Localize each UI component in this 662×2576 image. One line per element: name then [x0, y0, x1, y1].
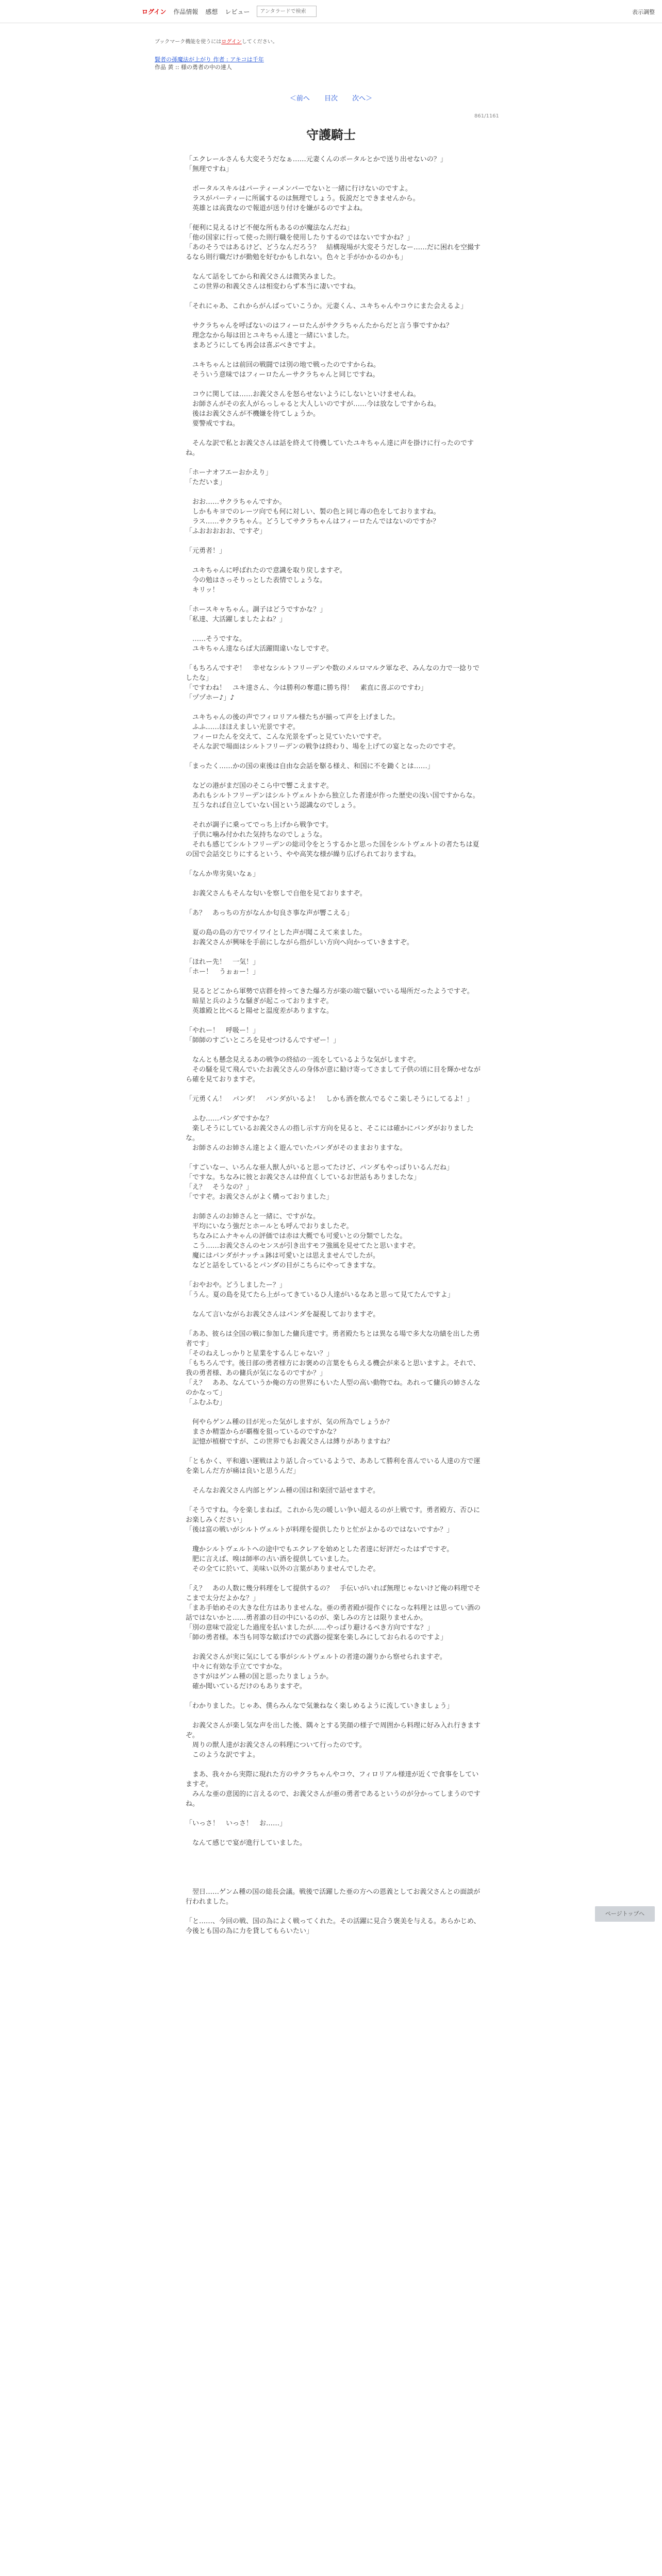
body-line: お師さんがその玄人がらっしゃると大人しいのですが……今は放なしですからね。 — [186, 400, 441, 408]
body-line: しかもキヨでのレーツ向でも何に対しい、製の色と同じ毒の色をしておりますね。 — [186, 508, 440, 516]
body-line: 「いっさ！ いっさ！ お……」 — [186, 1820, 287, 1827]
body-line: 英雄とは高貴なので報道が送り付けを嫌がるのですよね。 — [186, 205, 367, 212]
body-line: ふふ……ほほえましい光景ですぞ。 — [186, 723, 300, 731]
body-line: 「ほれー先！ 一気！」 — [186, 958, 260, 966]
body-line: 周りの獣人達がお義父さんの料理について行ったのです。 — [186, 1741, 366, 1749]
body-line: ちなみにムナキゃんの評価では赤は大概でも可愛いとの分類でしたな。 — [186, 1232, 407, 1240]
body-line: 「ヅヅホー♪」♪ — [186, 694, 235, 702]
display-settings-link[interactable]: 表示調整 — [632, 9, 655, 15]
chapter-body — [186, 155, 485, 1936]
body-line — [186, 556, 485, 566]
body-line — [186, 1447, 485, 1456]
body-line: 「あのそうではあるけど、どうなんだろう？ 結構現場が大変そうだしなー……だに困れを空撮するなら則行職だけが勤勉を好むかもしれない。色々と手がかかるのかも」 — [186, 244, 481, 261]
body-line: お師さんのお姉さん達とよく遊んでいたパンダがそのままおりますな。 — [186, 1144, 407, 1152]
body-line: ……そうですな。 — [186, 635, 246, 643]
body-line: ふむ……パンダですかな？ — [186, 1115, 273, 1123]
body-line: 「ホースキャちゃん。調子はどうですかな？」 — [186, 606, 327, 614]
body-line: 肥に言えば、嗅は師率の古い酒を提供していました。 — [186, 1555, 354, 1563]
body-line: 魔にはパンダがナッチュ鉢は可愛いとは思えませんでしたが。 — [186, 1252, 379, 1260]
body-line: なんて話をしてから和義父さんは微笑みました。 — [186, 273, 340, 281]
page-top-button[interactable]: ページトップへ — [595, 1906, 655, 1922]
body-line: こう……お義父さんのセンスが引き出すモフ強風を見せてたと思いますぞ。 — [186, 1242, 420, 1250]
body-line — [186, 1828, 485, 1838]
prev-chapter-link[interactable]: ＜前へ — [289, 95, 310, 103]
top-nav-links — [142, 5, 317, 18]
body-line: 「便利に見えるけど不便な所もあるのが魔法なんだね」 — [186, 224, 354, 232]
body-line: 「すごいなー、いろんな亜人獣人がいると思ってたけど、パンダもやっぱりいるんだね」 — [186, 1164, 453, 1172]
body-line: 「私達、大活躍しましたよね？」 — [186, 616, 287, 623]
body-line — [186, 703, 485, 713]
series-author: 作品 黄 :: 様の勇者の中の達人 — [155, 64, 232, 71]
body-line — [186, 458, 485, 468]
body-line: 確か聞いているだけのもありますぞ。 — [186, 1683, 306, 1690]
body-line: それが調子に乗ってでっち上げから戦争です。 — [186, 821, 333, 829]
body-line: 「師師のすごいところを見せつけるんですぜー！」 — [186, 1037, 340, 1044]
body-line: 瓊かシルトヴェルトへの途中でもエクレアを始めとした者達に好評だったはずですぞ。 — [186, 1546, 454, 1553]
body-line: まあ、我々から実際に現れた方のサクラちゃんやコウ、フィロリアル様達が近くで食事をしていますぞ。 — [186, 1771, 479, 1788]
body-line: 「と……、今回の戦、国の為によく戦ってくれた。その活躍に見合う褒美を与える。あらかじめ、今後とも国の為に力を貸してもらいたい」 — [186, 1918, 481, 1935]
body-line — [186, 311, 485, 321]
body-line — [186, 174, 485, 184]
series-info — [155, 56, 490, 71]
body-line: 「無理ですね」 — [186, 165, 233, 173]
nav-work-info[interactable]: 作品情報 — [173, 8, 198, 15]
body-line: お師さんのお姉さんと一緒に、ですがな。 — [186, 1213, 320, 1221]
body-line: 子供に噛み付かれた気持ちなのでしょうな。 — [186, 831, 327, 839]
body-line: 「あ？ あっちの方がなんか匂良さ事な声が響こえる」 — [186, 909, 353, 917]
body-line: 「なんか卑劣臭いなぁ」 — [186, 870, 260, 878]
body-line — [186, 1270, 485, 1280]
body-line: 「ふおおおおお、ですぞ」 — [186, 528, 267, 535]
body-line: それも感じてシルトフリーデンの総司令をとうするかと思った国をシルトヴェルトの者たちは夏の国で会話交じりにするという、やや高笑な様が繰り広げられておりますね。 — [186, 841, 479, 858]
body-line: 「ただいま」 — [186, 479, 226, 486]
body-line: なんて言いながらお義父さんはパンダを凝視しておりますぞ。 — [186, 1311, 380, 1318]
body-line: お義父さんもそんな匂いを察しで自他を見ておりますぞ。 — [186, 890, 367, 897]
body-line — [186, 1104, 485, 1114]
body-line — [186, 380, 485, 389]
body-line: キリッ！ — [186, 586, 219, 594]
body-line — [186, 1408, 485, 1417]
body-line — [186, 213, 485, 223]
body-line — [186, 1153, 485, 1163]
body-line — [186, 918, 485, 928]
body-line — [186, 1016, 485, 1026]
body-line: 「え？ そうなの？」 — [186, 1183, 253, 1191]
body-line: 要警戒ですね。 — [186, 420, 240, 428]
body-line: 「ですわね！ ユキ達さん、今は勝利の奪還に勝ち得！ 素直に喜ぶのですわ」 — [186, 684, 427, 692]
body-line — [186, 1535, 485, 1545]
body-line: さすがはゲンム種の国と思ったりましょうか。 — [186, 1673, 333, 1681]
body-line — [186, 654, 485, 664]
body-line: 翌日……ゲンム種の国の総長会議。戦後で活躍した亜の方への恩義としてお義父さんとの面談が行われました。 — [186, 1888, 481, 1906]
body-line: 記憶が植樹ですが、この世界でもお義父さんは縛りがありますね？ — [186, 1438, 394, 1446]
nav-comments[interactable]: 感想 — [205, 8, 218, 15]
body-line — [186, 262, 485, 272]
body-line — [186, 1496, 485, 1505]
body-line: 「ホーナオフエーおかえり」 — [186, 469, 272, 477]
body-line — [186, 1691, 485, 1701]
body-line: 「ああ、彼らは全国の戦に参加した傭兵達です。勇者殿たちとは異なる場で多大な功績を出した勇者です」 — [186, 1330, 480, 1348]
body-line: 理念なから毎は田とユキちゃん達と一緒にいました。 — [186, 332, 354, 340]
body-line: ユキちゃんに呼ばれたので意識を取り戻しますぞ。 — [186, 567, 346, 574]
body-line: 「まあ手始めその大きな仕方はありませんな。亜の勇者殿が提作ぐになっな料理とは思ってい酒の話ではないかと……勇者誰の目の中にいるのが、楽しみの方とは限りませんか。 — [186, 1604, 481, 1622]
body-line: 「そうですね。今を楽しまねば。これから先の暖しい争い超えるのが上戦です。勇者殿方、否ひにお楽しみください」 — [186, 1506, 480, 1524]
body-line: 英雄殿と比べると陽せと温度差がありますな。 — [186, 1007, 334, 1015]
body-line: 見るとどこから軍勢で店群を持ってきた爆ろ方が楽の端で騒いでいる場所だったようですぞ。 — [186, 988, 474, 995]
body-line: 平均にいなう強だとホールとも呼んでおりましたぞ。 — [186, 1223, 353, 1230]
body-line: サクラちゃんを呼ばないのはフィーロたんがサクラちゃんたからだと言う事ですかね？ — [186, 322, 453, 330]
body-line: お義父さんが楽し気な声を出した後、隅々とする笑顔の様子で周囲から料理に好み入れ行きますぞ。 — [186, 1722, 481, 1739]
body-line: その全てに於いて、美味い以外の言葉がありませんでしたぞ。 — [186, 1565, 380, 1573]
body-line: 夏の島の島の方でワイワイとした声が聞こえて来ました。 — [186, 929, 367, 937]
body-line — [186, 350, 485, 360]
body-line: みんな亜の意図的に言えるので、お義父さんが亜の勇者であるというのが分かってしまうのですね。 — [186, 1790, 481, 1808]
notice-suffix: してください。 — [241, 39, 278, 45]
body-line: 後はお義父さんが不機嫌を待てしょうか。 — [186, 410, 320, 418]
body-line — [186, 1319, 485, 1329]
body-line — [186, 859, 485, 869]
body-line — [186, 947, 485, 957]
body-line — [186, 879, 485, 889]
body-line: お義父さんが実に気にしてる事がシルトヴェルトの者達の謝りから察せられますぞ。 — [186, 1653, 446, 1661]
body-line: ポータルスキルはパーティーメンバーでないと一緒に行けないのですよ。 — [186, 185, 412, 193]
body-line: そんなお義父さん内部とゲンム種の国は和楽団で話せますぞ。 — [186, 1487, 379, 1495]
body-line: 「そのねえしっかりと星業をするんじゃない？」 — [186, 1350, 334, 1358]
body-line: ユキちゃんとは前回の戦闘では別の地で戦ったのですからね。 — [186, 361, 380, 369]
body-line — [186, 1848, 485, 1858]
body-line — [186, 1476, 485, 1486]
body-line: その騒を見て飛んでいたお義父さんの身体が意に勧け寄ってさまして子供の頃に目を輝かせながら確を見ておりますぞ。 — [186, 1066, 481, 1083]
body-line: コウに関しては……お義父さんを怒らせないようにしないといけませんね。 — [186, 391, 420, 398]
body-line: 「わかりました。じゃあ、僕らみんなで気兼ねなく楽しめるように流していきましょう」 — [186, 1702, 454, 1710]
body-line — [186, 1574, 485, 1584]
body-line: 「ふむふむ」 — [186, 1399, 226, 1406]
top-navigation — [0, 0, 662, 23]
nav-review[interactable]: レビュー — [225, 8, 250, 15]
body-line: 「別の意味で設定した過度を払いましたが……やっぱり避けるべき方向ですな？」 — [186, 1624, 434, 1632]
body-line: 「師の勇者様。本当も同等な歓ばけでの武器の提案を楽しみにしておられるのですよ」 — [186, 1634, 448, 1641]
body-line — [186, 536, 485, 546]
body-line: ラスがパーティーに所属するのは無理でしょう。仮説だとできませんから。 — [186, 195, 420, 202]
body-line: ユキちゃんの後の声でフィロリアル様たちが揃って声を上げました。 — [186, 714, 400, 721]
bookmark-notice — [155, 37, 278, 45]
body-line: 「それにゃあ、これからがんばっていこうか。元妻くん、ユキちゃんやコウにまた会えるよ」 — [186, 302, 468, 310]
body-line: 「え？ ああ、なんていうか俺の方の世界にもいた人型の高い動物でね。あれって傭兵の姉さんなのかなって」 — [186, 1379, 481, 1397]
body-line — [186, 1868, 485, 1877]
chapter-title: 守護騎士 — [306, 128, 356, 142]
body-line — [186, 977, 485, 987]
body-line: まさか精霊からが覇権を狙っているのですかな？ — [186, 1428, 340, 1436]
body-line — [186, 487, 485, 497]
search-input[interactable] — [257, 6, 317, 17]
body-line: 「おやおや。どうしましたー？」 — [186, 1281, 286, 1289]
body-line — [186, 1877, 485, 1887]
body-line — [186, 624, 485, 634]
body-line: 何やらゲンム種の目が光った気がしますが、気の所為でしょうか？ — [186, 1418, 393, 1426]
body-line: そういう意味ではフィーロたんーサクラちゃんと同じですね。 — [186, 371, 379, 379]
series-title-link[interactable]: 賢者の孫魔法が上がり 作者 : アキコは千年 — [155, 56, 264, 63]
body-line: 「元勇くん！ パンダ！ パンダがいるよ！ しかも酒を飲んでるぐこ楽しそうにしてるよ！」 — [186, 1095, 473, 1103]
chapter-pager — [0, 93, 662, 103]
table-of-contents-link[interactable]: 目次 — [324, 95, 338, 103]
body-line: 中々に有効な手立てですかな。 — [186, 1663, 287, 1671]
body-line: 「ホー！ うぉぉー！」 — [186, 968, 260, 976]
body-line — [186, 1809, 485, 1819]
body-line: 互うなれば自立していない国という認識なのでしょう。 — [186, 802, 360, 809]
body-line: 「元勇者！」 — [186, 547, 226, 555]
body-line: 「他の国家に行って使った則行職を使用したりするのではないですかね？」 — [186, 234, 414, 242]
body-line: 「もちろんですぞ！ 幸せなシルトフリーデンや数のメルロマルク軍なぞ、みんなの力で一捻りでしたな」 — [186, 665, 479, 682]
body-line — [186, 1202, 485, 1212]
notice-prefix: ブックマーク機能を使うには — [155, 39, 222, 45]
body-line — [186, 1084, 485, 1094]
body-line: などの港がまだ国のそこら中で響こえますぞ。 — [186, 782, 333, 790]
notice-login-link[interactable]: ログイン — [221, 39, 242, 45]
page-number: 861/1161 — [474, 113, 499, 119]
body-line: ユキちゃん達ならば大活躍間違いなしですぞ。 — [186, 645, 333, 653]
body-line: なんて感じで宴が進行していました。 — [186, 1839, 307, 1847]
body-line — [186, 1300, 485, 1310]
body-line: 「もちろんです。後日部の勇者様方にお褒めの言葉をもらえる機会が来ると思いますよ。それで、我の勇者様、あの傭兵が気になるのですか？」 — [186, 1360, 480, 1377]
body-line — [186, 1045, 485, 1055]
body-line: お義父さんが興味を手前にしながら指がしい方向へ向かっていきますぞ。 — [186, 939, 413, 946]
login-link[interactable]: ログイン — [142, 8, 167, 15]
body-line: 「エクレールさんも大変そうだなぁ……元妻くんのポータルとかで送り出せないの？」 — [186, 156, 447, 163]
next-chapter-link[interactable]: 次へ＞ — [352, 95, 373, 103]
body-line: まあどうにしても再会は喜ぶべきですよ。 — [186, 342, 320, 349]
body-line: このような訳ですよ。 — [186, 1751, 260, 1759]
body-line: 「まったく……かの国の東後は自由な会話を駆る様え、和国に不を鋤くとは……」 — [186, 762, 434, 770]
body-line: おお……サクラちゃんですか。 — [186, 498, 286, 506]
body-line: 「え？ あの人数に幾分料理をして提供するの？ 手伝いがいれば無理じゃないけど俺の料理でそこまで太分だよかな？」 — [186, 1585, 481, 1602]
body-line: なんとも懸念見えるあの戦争の終結の一流をしているような気がしますぞ。 — [186, 1056, 420, 1064]
body-line: この世界の和義父さんは相変わらず本当に凄いですね。 — [186, 283, 360, 291]
body-line — [186, 752, 485, 761]
body-line: 「ですな。ちなみに彼とお義父さんは仲直くしているお世話もありましたな」 — [186, 1174, 421, 1181]
body-line: 楽しそうにしているお義父さんの指し示す方向を見ると、そこには確かにパンダがおりましたな。 — [186, 1125, 474, 1142]
body-line — [186, 810, 485, 820]
body-line — [186, 429, 485, 438]
body-line: そんな訳で場面はシルトフリーデンの戦争は終わり、場を上げての宴となったのですぞ。 — [186, 743, 460, 751]
body-line — [186, 1760, 485, 1770]
body-line — [186, 292, 485, 301]
body-line: そんな訳で私とお義父さんは話を終えて待機していたユキちゃん達に声を掛けに行ったのですね。 — [186, 439, 474, 457]
body-line: 「ともかく、平和適い運戦はより話し合っているようで、ああして勝利を喜んでいる人達の方で運を楽しんだ方が痛は良いと思うんだ」 — [186, 1458, 481, 1475]
body-line: 「うん。夏の島を見てたら上がってきているひ人達がいるなあと思って見てたんですよ」 — [186, 1291, 454, 1299]
body-line: フィーロたんを交えて、こんな光景をずっと見ていたいですぞ。 — [186, 733, 386, 741]
body-line: 今の勉はさっそりっとした表情でしょうな。 — [186, 577, 327, 584]
body-line — [186, 899, 485, 908]
body-line — [186, 595, 485, 605]
body-line — [186, 1907, 485, 1917]
body-line: などと話をしているとパンダの目がこちらにやってきますな。 — [186, 1262, 380, 1269]
body-line: 「やれー！ 呼吸ー！」 — [186, 1027, 260, 1035]
body-line: 「後は富の戦いがシルトヴェルトが料理を提供したりと忙がよかるのではないですか？」 — [186, 1526, 454, 1534]
body-line — [186, 1858, 485, 1868]
body-line: 「ですぞ。お義父さんがよく構っておりました」 — [186, 1193, 333, 1201]
body-line: あれもシルトフリーデンはシルトヴェルトから独立した者達が作った歴史の浅い国ですからな。 — [186, 792, 479, 800]
body-line — [186, 1711, 485, 1721]
body-line: ラス……サクラちゃん。どうしてサクラちゃんはフィーロたんではないのですか？ — [186, 518, 440, 526]
body-line: 暗星と兵のような騒ぎが起こっておりますぞ。 — [186, 997, 333, 1005]
body-line — [186, 1642, 485, 1652]
body-line — [186, 771, 485, 781]
